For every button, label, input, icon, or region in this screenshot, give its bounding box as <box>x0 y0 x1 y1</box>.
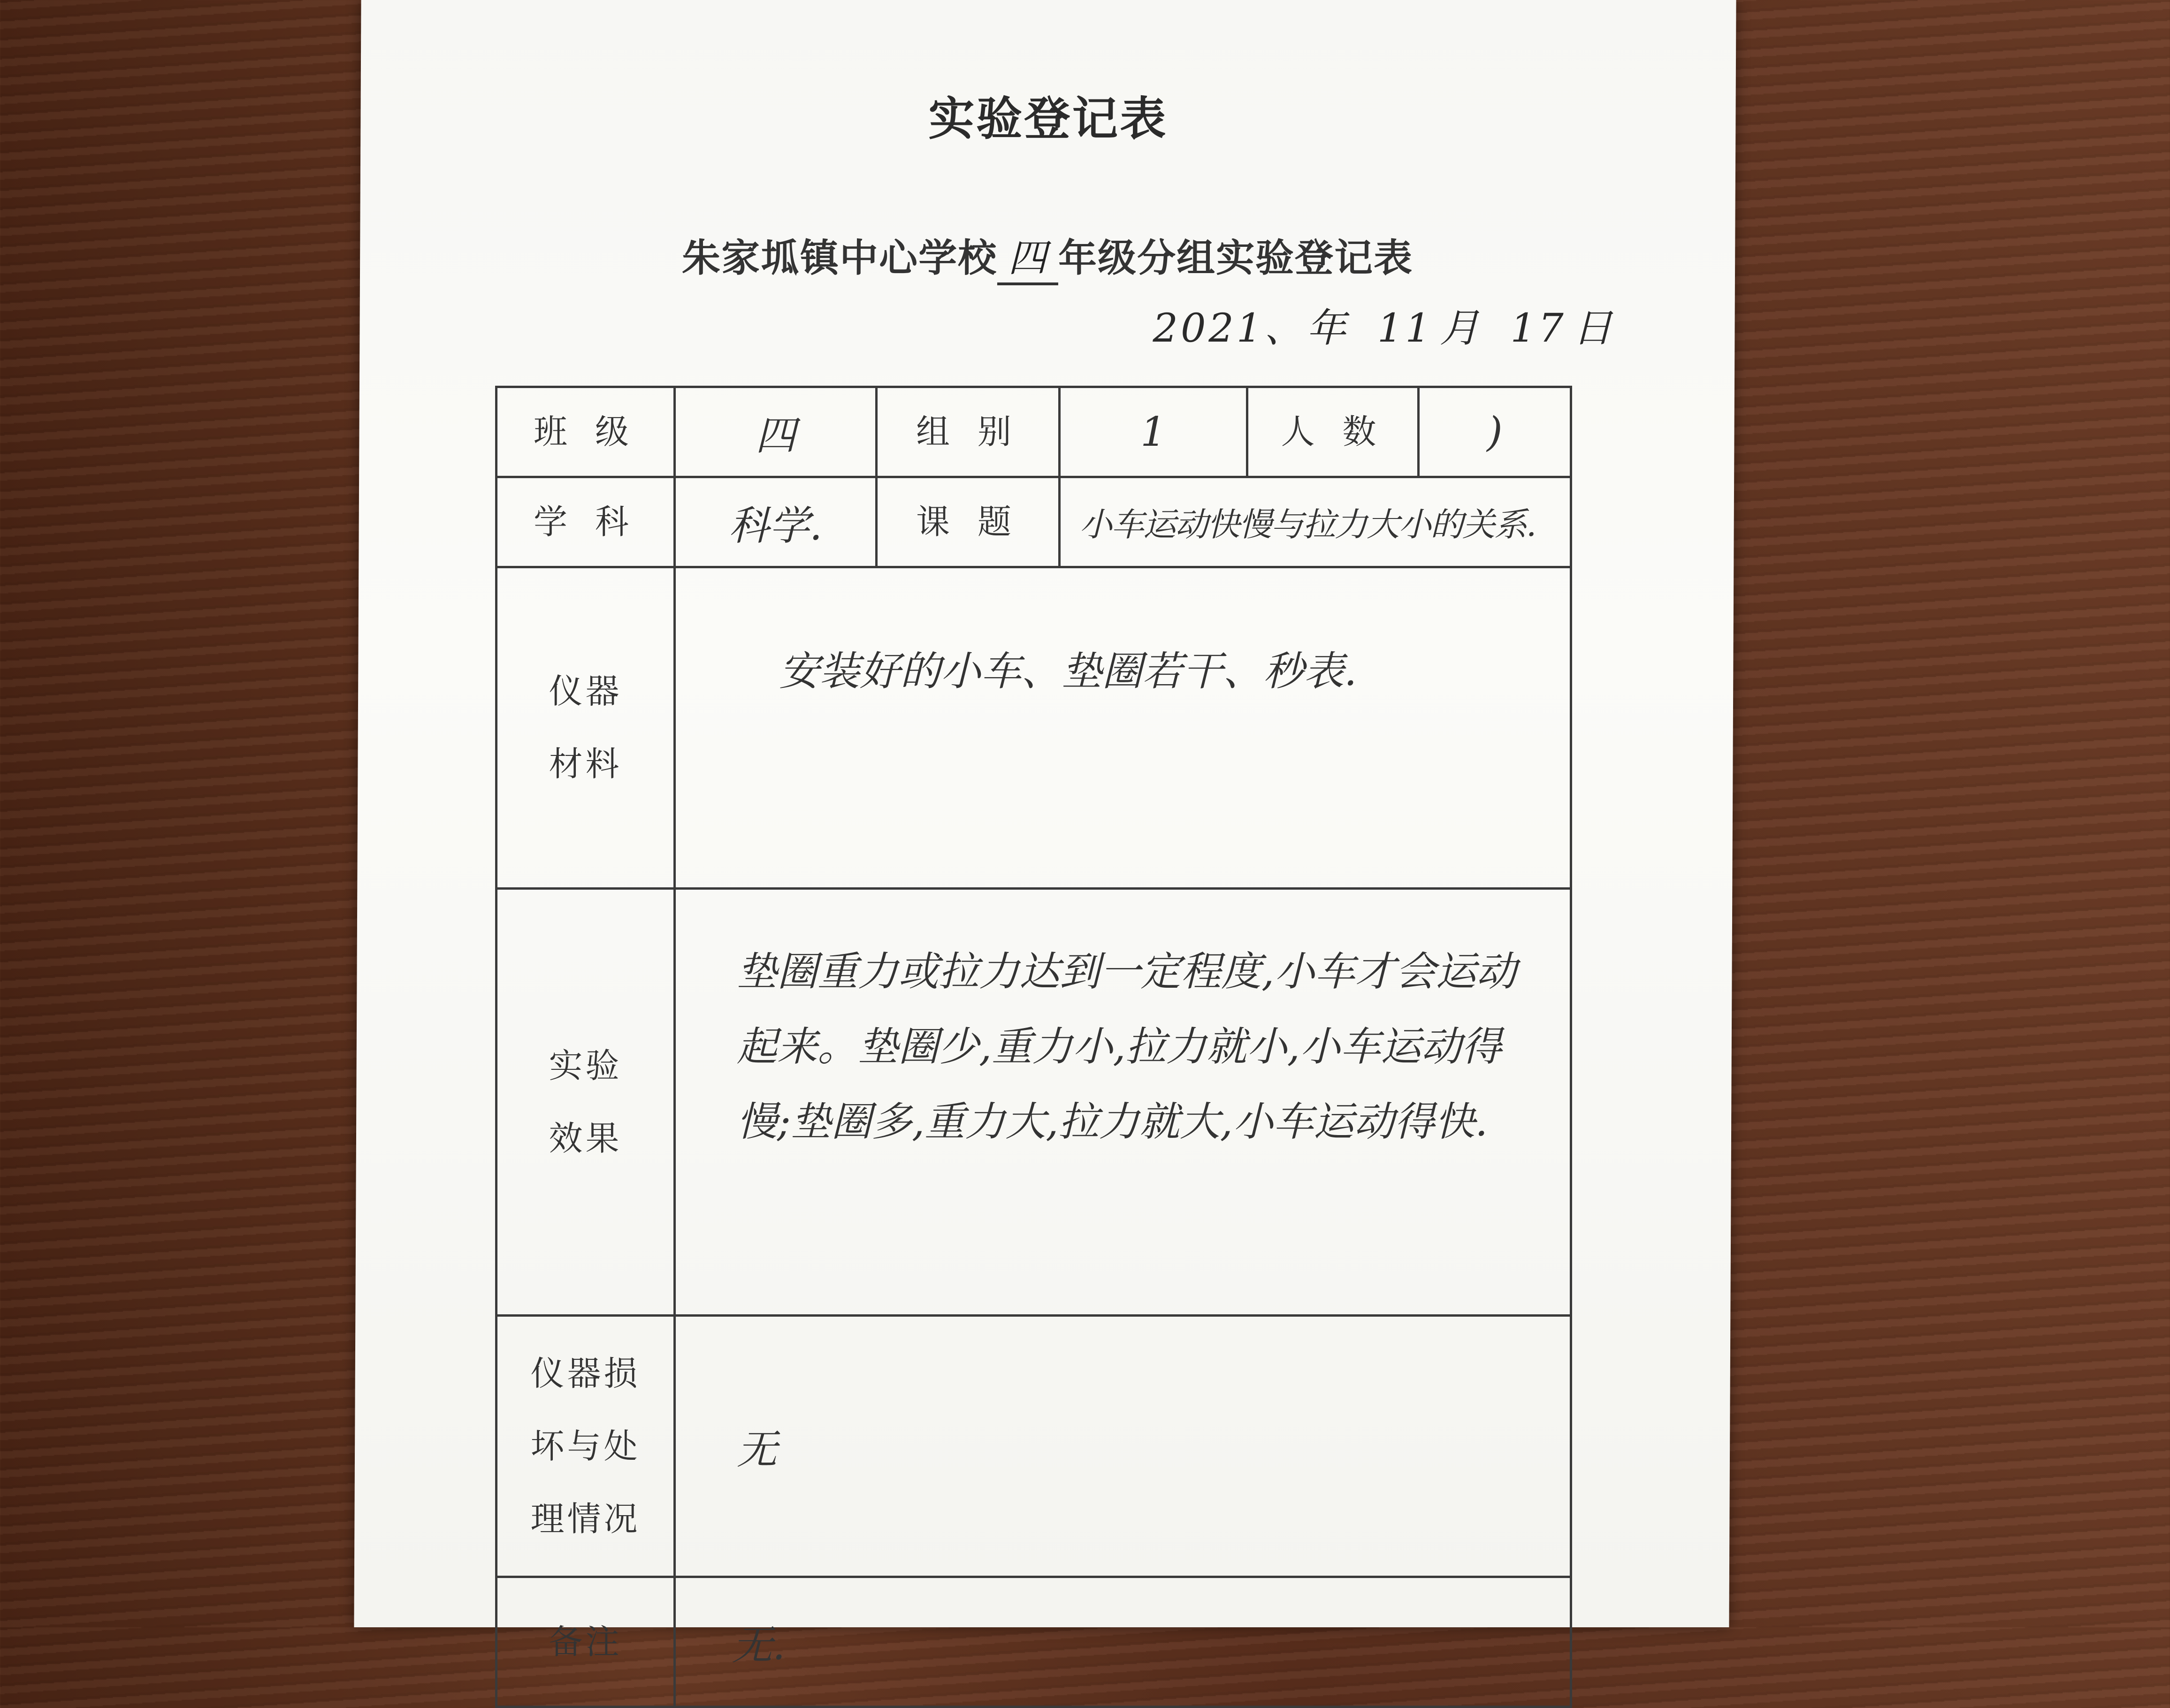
page-title: 实验登记表 <box>928 92 1168 146</box>
subtitle-suffix: 年级分组实验登记表 <box>1058 236 1414 281</box>
table-row-result <box>497 889 1571 1316</box>
registration-table <box>495 386 1572 1708</box>
people-value: ) <box>1419 387 1571 477</box>
school-name: 朱家坬镇中心学校 <box>681 236 998 281</box>
group-value: 1 <box>1060 387 1247 477</box>
table-row-subject <box>497 477 1571 567</box>
subject-value: 科学. <box>675 477 877 567</box>
material-label: 仪器 材料 <box>497 567 675 889</box>
class-value: 四 <box>675 387 877 477</box>
date-month: 11 月 <box>1377 305 1482 351</box>
subject-label: 学 科 <box>497 477 675 567</box>
note-value: 无. <box>675 1577 1571 1707</box>
topic-label: 课 题 <box>877 477 1060 567</box>
note-label: 备注 <box>497 1577 675 1707</box>
result-value: 垫圈重力或拉力达到一定程度,小车才会运动起来。垫圈少,重力小,拉力就小,小车运动得慢;垫圈多,重力大,拉力就大,小车运动得快. <box>675 889 1571 1316</box>
people-label: 人 数 <box>1247 387 1419 477</box>
result-label: 实验 效果 <box>497 889 675 1316</box>
form-subtitle <box>360 228 1735 285</box>
table-row-damage <box>497 1316 1571 1577</box>
table-row-material <box>497 567 1571 889</box>
damage-label: 仪器损 坏与处 理情况 <box>497 1316 675 1577</box>
class-label: 班 级 <box>497 387 675 477</box>
damage-value: 无 <box>675 1316 1571 1577</box>
grade-field: 四 <box>997 228 1059 285</box>
date-year: 2021、年 <box>1153 305 1349 351</box>
table-row-note <box>497 1577 1571 1707</box>
table-row-class <box>497 387 1571 477</box>
date-day: 17 日 <box>1510 305 1615 351</box>
group-label: 组 别 <box>877 387 1060 477</box>
date-line <box>1153 297 1628 353</box>
topic-value: 小车运动快慢与拉力大小的关系. <box>1060 477 1571 567</box>
material-value: 安装好的小车、垫圈若干、秒表. <box>675 567 1571 889</box>
